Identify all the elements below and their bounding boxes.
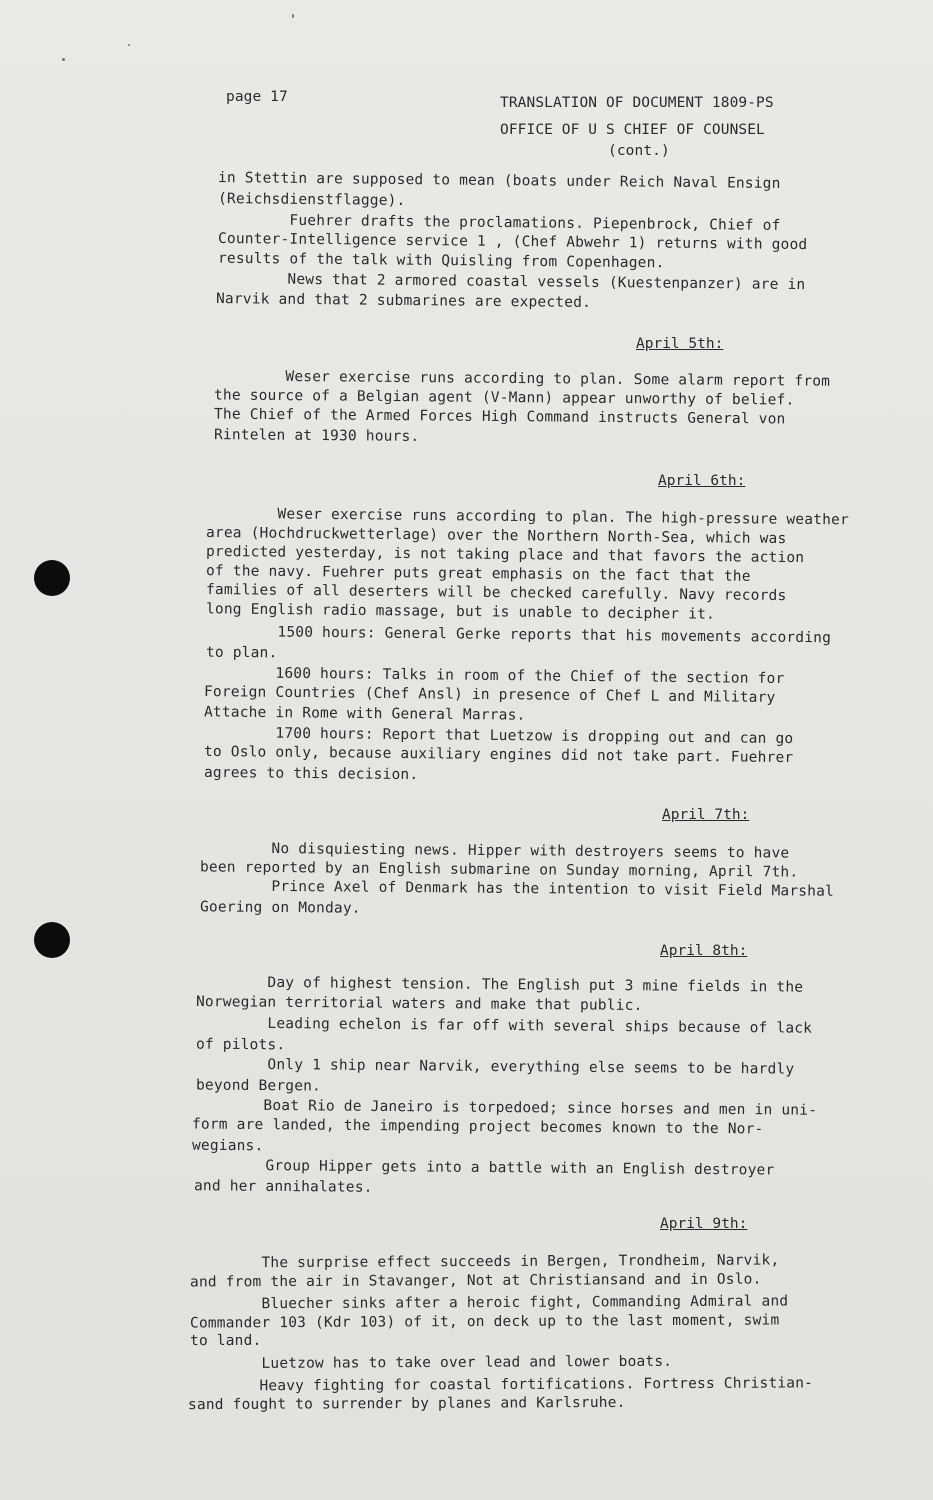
text-line: wegians.	[191, 1137, 264, 1155]
text-line: Goering on Monday.	[199, 899, 361, 917]
text-line: area (Hochdruckwetterlage) over the Northern North-Sea, which was	[205, 524, 787, 548]
text-line: Foreign Countries (Chef Ansl) in presence of Chef L and Military	[203, 684, 776, 706]
text-line: results of the talk with Quisling from Copenhagen.	[217, 250, 665, 272]
text-line: and from the air in Stavanger, Not at Christiansand and in Oslo.	[189, 1271, 762, 1291]
text-line: been reported by an English submarine on Sunday morning, April 7th.	[199, 859, 799, 881]
date-heading-april-8: April 8th:	[660, 943, 748, 959]
text-line: Rintelen at 1930 hours.	[213, 427, 420, 445]
text-line: to land.	[189, 1332, 262, 1350]
punch-hole-upper	[34, 560, 70, 596]
text-line: Commander 103 (Kdr 103) of it, on deck up to the last moment, swim	[189, 1312, 780, 1332]
paper-speck	[62, 58, 65, 61]
text-line: Only 1 ship near Narvik, everything else seems to be hardly	[195, 1056, 795, 1078]
text-line: predicted yesterday, is not taking place and that favors the action	[205, 543, 805, 567]
text-line: Weser exercise runs according to plan. The high-pressure weather	[205, 505, 850, 529]
text-line: Group Hipper gets into a battle with an English destroyer	[193, 1157, 775, 1179]
text-line: families of all deserters will be checked carefully. Navy records	[205, 581, 787, 605]
date-heading-april-6: April 6th:	[658, 473, 746, 489]
text-line: form are landed, the impending project becomes known to the Nor-	[191, 1116, 764, 1138]
text-line: 1700 hours: Report that Luetzow is dropping out and can go	[203, 724, 794, 748]
text-line: Prince Axel of Denmark has the intention to visit Field Marshal	[199, 878, 835, 900]
text-line: Day of highest tension. The English put 3 mine fields in the	[195, 974, 804, 996]
text-line: Luetzow has to take over lead and lower boats.	[189, 1353, 673, 1373]
text-line: to Oslo only, because auxiliary engines did not take part. Fuehrer	[203, 743, 794, 767]
text-line: of the navy. Fuehrer puts great emphasis on the fact that the	[205, 563, 751, 585]
text-line: Attache in Rome with General Marras.	[203, 704, 526, 724]
paper-speck	[128, 44, 130, 46]
text-line: Counter-Intelligence service 1 , (Chef Abwehr 1) returns with good	[217, 230, 808, 254]
office-title: OFFICE OF U S CHIEF OF COUNSEL	[500, 122, 765, 138]
date-heading-april-5: April 5th:	[636, 336, 724, 352]
text-line: Leading echelon is far off with several ships because of lack	[195, 1015, 813, 1037]
text-line: Heavy fighting for coastal fortifications. Fortress Christian-	[187, 1375, 814, 1395]
text-line: 1600 hours: Talks in room of the Chief of the section for	[203, 664, 785, 688]
text-line: beyond Bergen.	[195, 1077, 322, 1095]
continued-label: (cont.)	[608, 143, 670, 159]
text-line: News that 2 armored coastal vessels (Kuestenpanzer) are in	[215, 270, 806, 294]
text-line: and her annihalates.	[193, 1178, 373, 1196]
text-line: of pilots.	[195, 1036, 286, 1054]
text-line: Boat Rio de Janeiro is torpedoed; since horses and men in uni-	[191, 1097, 818, 1119]
paper-speck	[292, 14, 294, 18]
page-number: page 17	[226, 89, 288, 105]
text-line: the source of a Belgian agent (V-Mann) appear unworthy of belief.	[213, 387, 795, 409]
text-line: Bluecher sinks after a heroic fight, Commanding Admiral and	[189, 1293, 789, 1313]
text-line: Norwegian territorial waters and make that public.	[195, 994, 643, 1014]
text-line: The surprise effect succeeds in Bergen, Trondheim, Narvik,	[189, 1252, 780, 1272]
text-line: Weser exercise runs according to plan. Some alarm report from	[213, 368, 831, 390]
text-line: 1500 hours: General Gerke reports that his movements according	[205, 623, 832, 647]
date-heading-april-7: April 7th:	[662, 807, 750, 823]
text-line: to plan.	[205, 644, 278, 662]
punch-hole-lower	[34, 922, 70, 958]
text-line: The Chief of the Armed Forces High Command instructs General von	[213, 406, 786, 428]
text-line: No disquiesting news. Hipper with destroyers seems to have	[199, 840, 790, 862]
text-line: in Stettin are supposed to mean (boats under Reich Naval Ensign	[217, 170, 781, 192]
text-line: (Reichsdienstflagge).	[217, 191, 406, 209]
text-line: sand fought to surrender by planes and Karlsruhe.	[187, 1394, 626, 1414]
text-line: agrees to this decision.	[203, 764, 419, 784]
document-title: TRANSLATION OF DOCUMENT 1809-PS	[500, 95, 774, 111]
text-line: Fuehrer drafts the proclamations. Piepenbrock, Chief of	[217, 212, 781, 234]
date-heading-april-9: April 9th:	[660, 1216, 748, 1232]
text-line: Narvik and that 2 submarines are expected.	[215, 291, 592, 311]
text-line: long English radio massage, but is unable to decipher it.	[205, 601, 716, 623]
